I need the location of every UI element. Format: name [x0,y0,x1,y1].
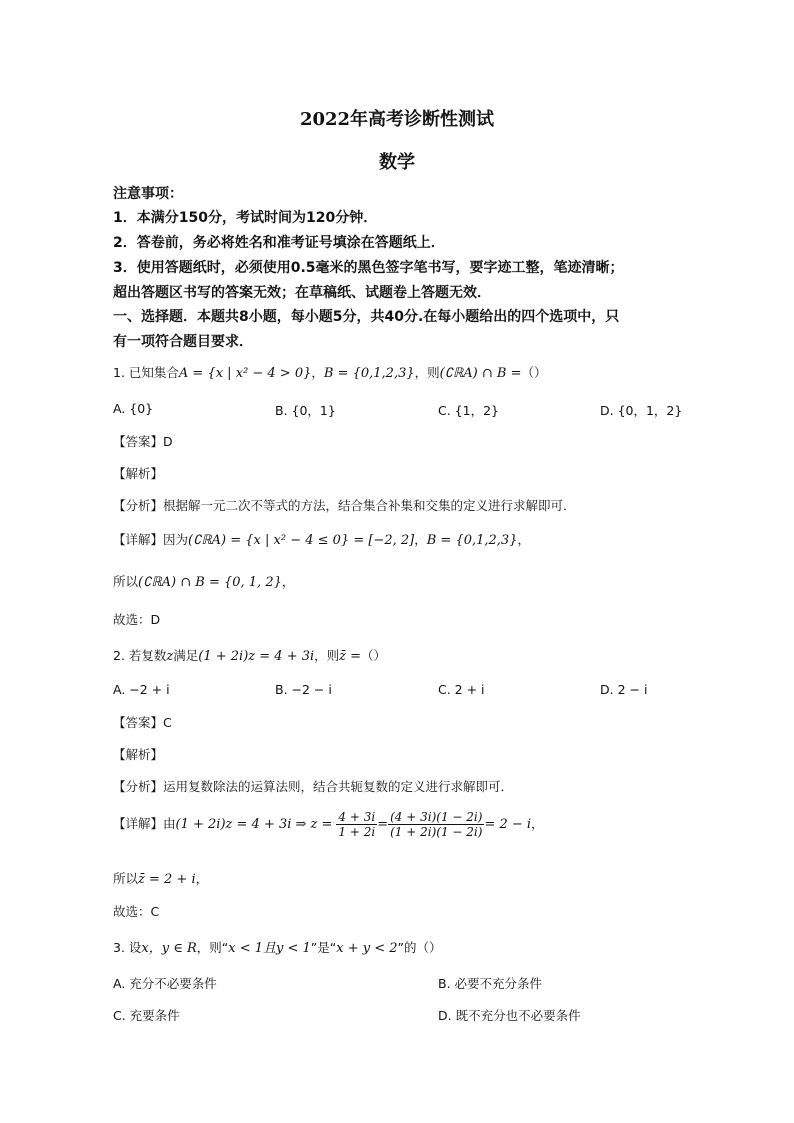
q2-fraction-2 [388,810,484,839]
q1-detail-label: 【详解】 [113,532,164,547]
q1-so-math: (∁ℝA) ∩ B = {0, 1, 2} [138,575,282,590]
q1-option-c: C. {1，2} [438,403,499,418]
q1-analysis-label: 【解析】 [113,466,164,481]
q2-detail-label: 【详解】 [113,816,164,831]
q2-detail [113,810,544,839]
q1-blank: （） [521,365,547,380]
q2-analysis-label: 【解析】 [113,747,164,762]
section-heading-line2: 有一项符合题目要求． [113,334,253,350]
q2-detail-end: ， [531,816,544,831]
q1-set-b: B = {0,1,2,3} [323,366,415,381]
notice-item-3: 3．使用答题纸时，必须使用0.5毫米的黑色签字笔书写，要字迹工整，笔迹清晰； [113,260,624,276]
q1-answer-value: D [163,434,173,449]
q1-detail-prefix: 因为 [163,532,189,547]
q3-condition-1: x < 1且y < 1 [228,941,311,956]
q3-stem-prefix: 3. 设 [113,940,142,955]
notice-item-4: 超出答题区书写的答案无效；在草稿纸、试题卷上答题无效． [113,285,491,301]
q2-stem-prefix: 2. 若复数 [113,648,167,663]
q2-blank: （） [361,648,387,663]
q2-fraction-1-denominator: 1 + 2i [338,825,376,839]
q2-fraction-1 [336,810,377,839]
q2-fenxi-label: 【分析】 [113,779,164,794]
q2-option-a: A. −2 + i [113,682,170,697]
q1-sep: ， [311,365,324,380]
q1-detail-math2: B = {0,1,2,3} [426,533,518,548]
q1-option-d: D. {0，1，2} [600,403,683,418]
q2-option-b: B. −2 − i [275,682,332,697]
q1-stem [113,363,547,381]
q1-detail [113,530,530,548]
notice-heading: 注意事项： [113,186,183,202]
q1-then: ，则 [414,365,440,380]
q2-fenxi-text: 运用复数除法的运算法则，结合共轭复数的定义进行求解即可． [163,779,514,794]
q2-so [113,869,208,887]
q1-detail-math: (∁ℝA) = {x | x² − 4 ≤ 0} = [−2, 2] [188,533,415,548]
q3-stem-mid: ，则“ [196,940,229,955]
q1-expr: (∁ℝA) ∩ B = [439,366,522,381]
q2-zbar: z̄ = [339,649,362,664]
q2-stem [113,646,386,664]
q2-fenxi [113,777,513,795]
q3-option-a: A. 充分不必要条件 [113,976,217,991]
q3-condition-2: x + y < 2 [336,941,398,956]
exam-subject: 数学 [379,152,415,173]
q1-fenxi-text: 根据解一元二次不等式的方法，结合集合补集和交集的定义进行求解即可． [163,498,576,513]
q1-set-a: A = {x | x² − 4 > 0} [178,366,312,381]
q2-so-prefix: 所以 [113,871,139,886]
q2-then: ，则 [314,648,340,663]
exam-title: 2022年高考诊断性测试 [299,109,495,130]
q2-choose: 故选：C [113,904,160,919]
q2-fraction-2-numerator: (4 + 3i)(1 − 2i) [390,810,483,824]
q3-option-d: D. 既不充分也不必要条件 [438,1008,581,1023]
q1-detail-end: ， [517,532,530,547]
q1-detail-sep: ， [414,532,427,547]
q2-detail-math: (1 + 2i)z = 4 + 3i ⇒ z = [175,817,333,832]
q2-fraction-1-numerator: 4 + 3i [338,810,376,824]
q2-var-z: z [166,649,174,664]
q2-so-math: z̄ = 2 + i [138,872,196,887]
q1-answer-label: 【答案】 [113,434,164,449]
q3-stem [113,937,442,956]
q1-choose: 故选：D [113,612,161,627]
q1-so-end: ， [281,574,295,589]
q2-detail-prefix: 由 [163,816,176,831]
q2-option-d: D. 2 − i [600,682,648,697]
q1-fenxi-label: 【分析】 [113,498,164,513]
q2-option-c: C. 2 + i [438,682,485,697]
notice-item-2: 2．答卷前，务必将姓名和准考证号填涂在答题纸上． [113,235,445,251]
q1-so-prefix: 所以 [113,574,139,589]
q2-stem-mid: 满足 [173,648,199,663]
q1-answer [113,432,173,450]
q2-answer [113,713,172,731]
q1-stem-prefix: 1. 已知集合 [113,365,179,380]
q2-so-end: ， [195,871,209,886]
q1-fenxi [113,496,576,514]
q1-so [113,572,294,590]
q1-option-a: A. {0} [113,401,154,416]
q1-option-b: B. {0，1} [275,403,336,418]
section-heading-line1: 一、选择题．本题共8小题，每小题5分，共40分.在每小题给出的四个选项中，只 [113,309,620,325]
q3-stem-end: ”的（） [397,940,442,955]
q2-answer-value: C [163,715,172,730]
q3-option-c: C. 充要条件 [113,1008,180,1023]
q2-fraction-2-denominator: (1 + 2i)(1 − 2i) [390,825,483,839]
q3-stem-mid2: ”是“ [310,940,337,955]
q2-equation: (1 + 2i)z = 4 + 3i [198,649,315,664]
q2-result: = 2 − i [484,817,532,832]
q2-answer-label: 【答案】 [113,715,164,730]
q2-eq-sign: = [377,817,389,832]
notice-item-1: 1．本满分150分，考试时间为120分钟． [113,210,378,226]
q3-option-b: B. 必要不充分条件 [438,976,543,991]
q3-vars: x，y ∈ R [141,941,197,956]
